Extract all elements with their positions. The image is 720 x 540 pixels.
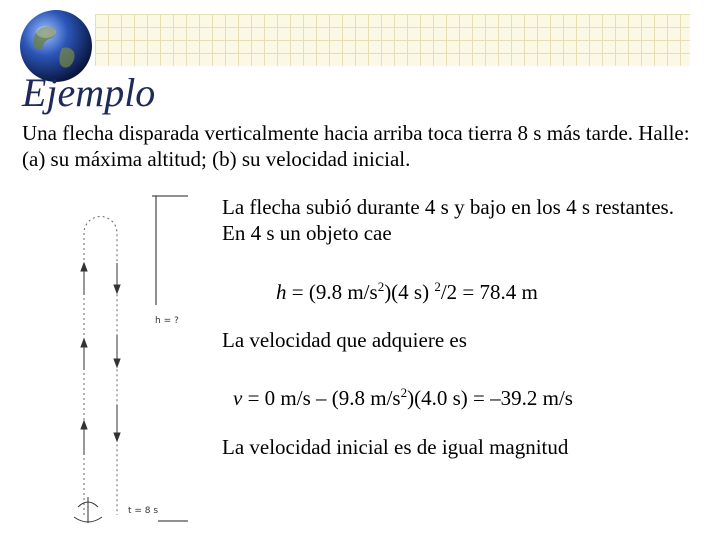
explanation-paragraph-2: La velocidad que adquiere es <box>222 328 467 352</box>
explanation-paragraph-3: La velocidad inicial es de igual magnitud <box>222 435 569 459</box>
height-label: h = ? <box>155 316 179 326</box>
problem-statement: Una flecha disparada verticalmente hacia arriba toca tierra 8 s más tarde. Halle: (a) su máxima altitud; (b) su velocidad inicial. <box>22 121 690 171</box>
eq2-exponent-1: 2 <box>400 385 408 400</box>
arrow-trajectory-diagram <box>70 185 200 530</box>
eq2-part-a: = 0 m/s – (9.8 m/s <box>242 386 401 410</box>
slide-title: Ejemplo <box>22 70 156 115</box>
eq1-part-b: )(4 s) <box>384 280 435 304</box>
velocity-equation <box>233 385 573 411</box>
eq2-variable: v <box>233 386 243 410</box>
trajectory-path <box>84 217 117 516</box>
up-arrows <box>81 263 87 455</box>
down-arrows <box>114 263 120 441</box>
height-equation <box>276 279 538 305</box>
header-grid-band <box>95 14 690 66</box>
eq1-part-c: /2 = 78.4 m <box>440 280 538 304</box>
explanation-paragraph-1: La flecha subió durante 4 s y bajo en los 4 s restantes. En 4 s un objeto cae <box>222 195 674 245</box>
eq2-part-b: )(4.0 s) = –39.2 m/s <box>407 386 573 410</box>
eq1-exponent-2: 2 <box>434 279 441 294</box>
eq1-part-a: = (9.8 m/s <box>286 280 378 304</box>
time-label: t = 8 s <box>128 506 159 516</box>
eq1-exponent-1: 2 <box>377 279 385 294</box>
eq1-variable: h <box>276 280 287 304</box>
archer-icon <box>74 497 102 523</box>
